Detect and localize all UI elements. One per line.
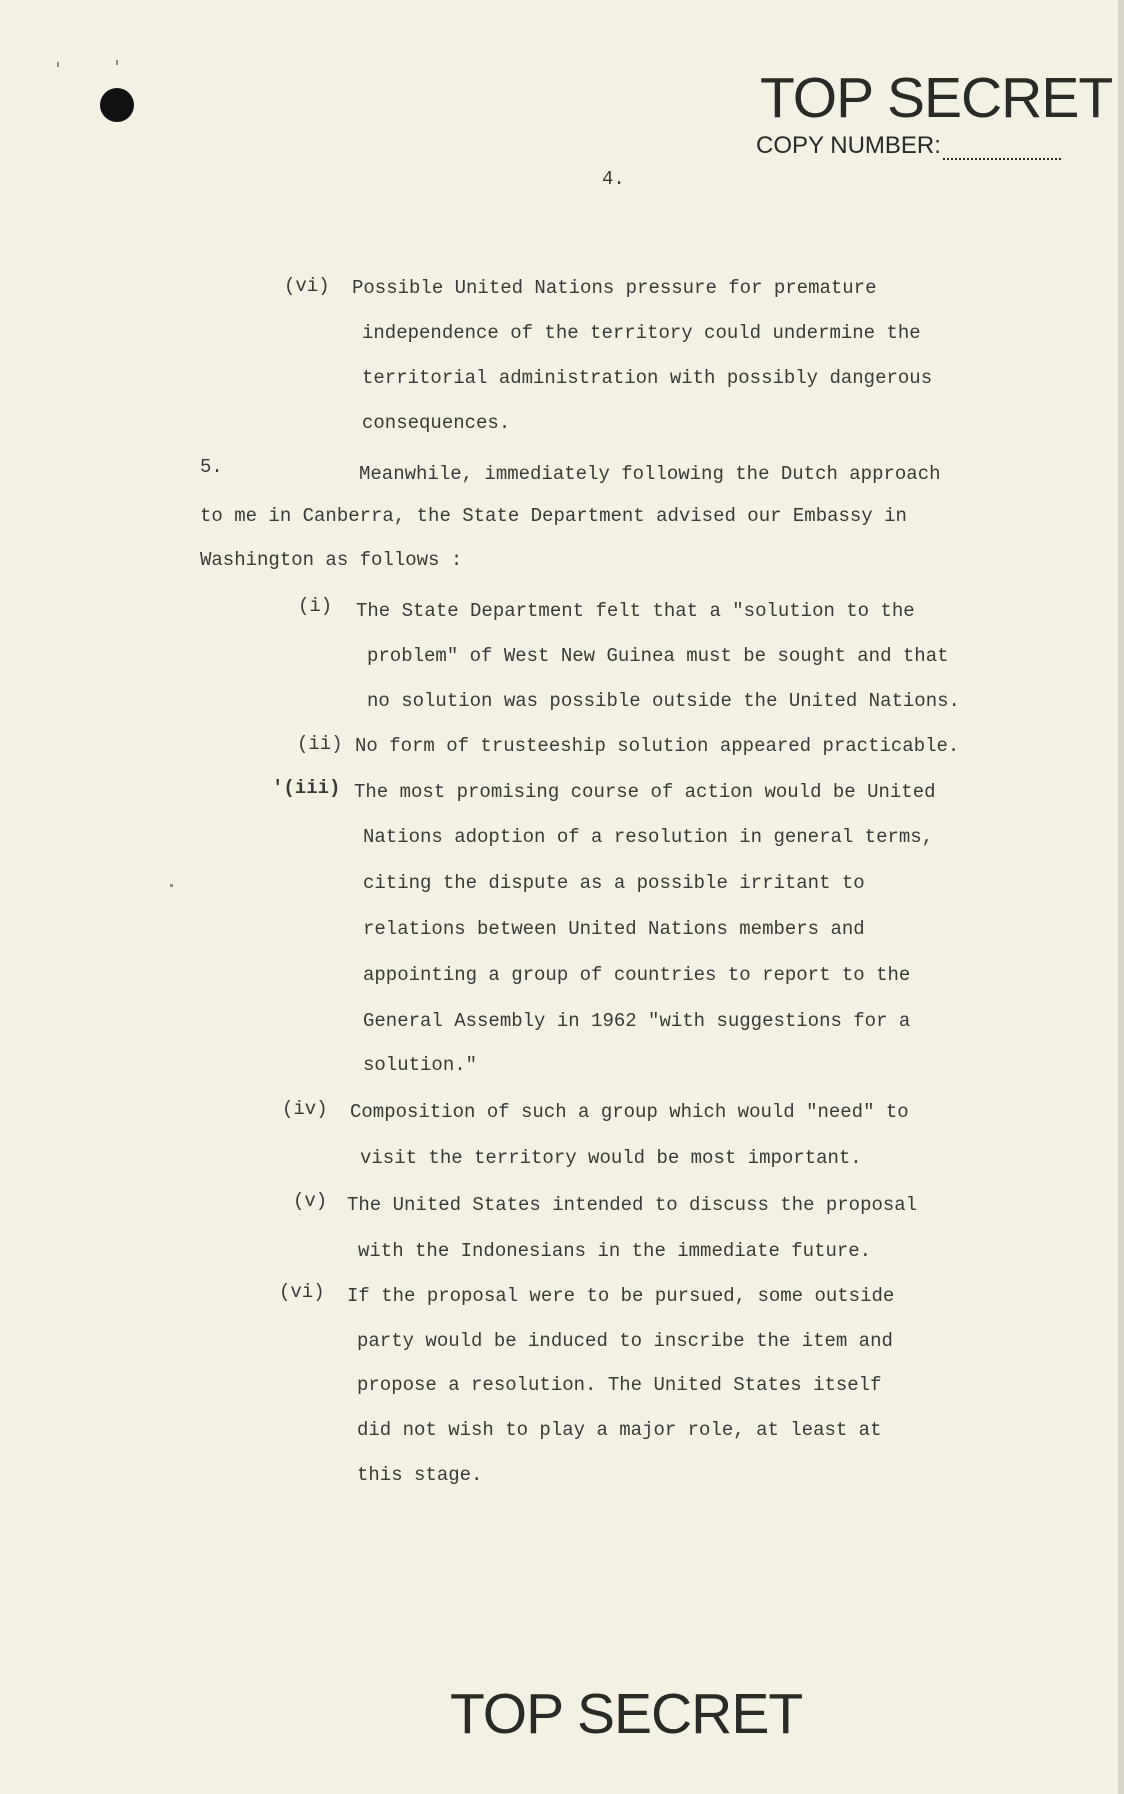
body-line: this stage. bbox=[357, 1464, 483, 1486]
body-line: appointing a group of countries to report to the bbox=[363, 964, 911, 986]
item-marker: (iv) bbox=[282, 1098, 328, 1120]
paragraph-number: 5. bbox=[200, 456, 223, 478]
paper-speck bbox=[116, 60, 118, 65]
body-line: problem" of West New Guinea must be sought and that bbox=[367, 645, 949, 667]
copy-number-label: COPY NUMBER bbox=[756, 132, 935, 159]
body-line: Composition of such a group which would "need" to bbox=[350, 1101, 909, 1123]
item-marker: (ii) bbox=[297, 733, 343, 755]
item-marker: (vi) bbox=[284, 275, 330, 297]
body-line: No form of trusteeship solution appeared practicable. bbox=[355, 735, 960, 757]
paper-speck bbox=[170, 884, 173, 887]
body-line: The State Department felt that a "solution to the bbox=[356, 600, 915, 622]
body-line: Nations adoption of a resolution in general terms, bbox=[363, 826, 934, 848]
item-marker: (vi) bbox=[279, 1281, 325, 1303]
item-marker: (i) bbox=[298, 595, 333, 617]
page-number: 4. bbox=[602, 168, 625, 190]
item-marker: '(iii) bbox=[272, 777, 341, 799]
body-line: If the proposal were to be pursued, some outside bbox=[347, 1285, 895, 1307]
body-line: independence of the territory could undermine the bbox=[362, 322, 921, 344]
body-line: territorial administration with possibly dangerous bbox=[362, 367, 933, 389]
copy-number-blank bbox=[943, 140, 1061, 160]
body-line: to me in Canberra, the State Department advised our Embassy in bbox=[200, 505, 907, 527]
copy-number-field bbox=[756, 132, 1061, 160]
body-line: The most promising course of action would be United bbox=[354, 781, 936, 803]
body-line: citing the dispute as a possible irritant to bbox=[363, 872, 865, 894]
paper-speck bbox=[57, 62, 59, 67]
body-line: Meanwhile, immediately following the Dutch approach bbox=[359, 463, 941, 485]
item-marker: (v) bbox=[293, 1190, 328, 1212]
body-line: Possible United Nations pressure for premature bbox=[352, 277, 877, 299]
body-line: did not wish to play a major role, at least at bbox=[357, 1419, 882, 1441]
body-line: Washington as follows : bbox=[200, 549, 463, 571]
classification-stamp-top: TOP SECRET bbox=[760, 66, 1113, 130]
classification-stamp-bottom: TOP SECRET bbox=[450, 1682, 803, 1746]
body-line: relations between United Nations members and bbox=[363, 918, 865, 940]
body-line: The United States intended to discuss the proposal bbox=[347, 1194, 918, 1216]
body-line: with the Indonesians in the immediate future. bbox=[358, 1240, 872, 1262]
body-line: General Assembly in 1962 "with suggestions for a bbox=[363, 1010, 911, 1032]
body-line: consequences. bbox=[362, 412, 511, 434]
body-line: visit the territory would be most important. bbox=[360, 1147, 862, 1169]
body-line: solution." bbox=[363, 1054, 478, 1076]
punch-hole bbox=[100, 88, 134, 122]
copy-number-value: : bbox=[934, 132, 941, 159]
body-line: propose a resolution. The United States itself bbox=[357, 1374, 882, 1396]
body-line: party would be induced to inscribe the item and bbox=[357, 1330, 893, 1352]
body-line: no solution was possible outside the United Nations. bbox=[367, 690, 960, 712]
